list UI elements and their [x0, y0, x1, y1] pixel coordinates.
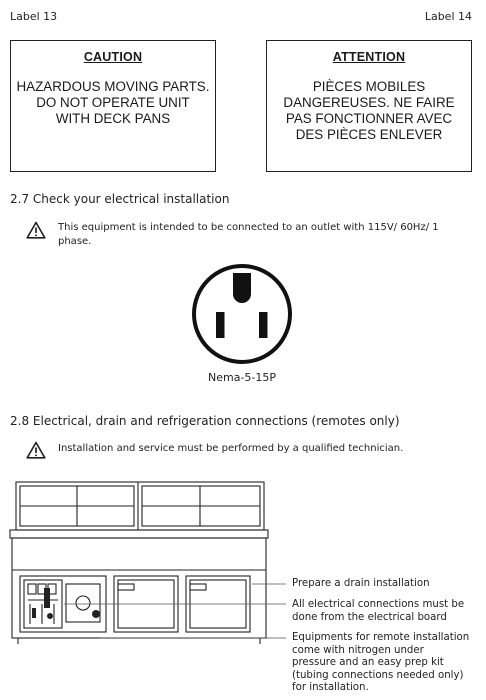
section-2-8-heading: 2.8 Electrical, drain and refrigeration connections (remotes only): [10, 414, 400, 428]
technician-note: Installation and service must be performed by a qualified technician.: [58, 443, 404, 454]
callout-remote-installation: [292, 632, 469, 695]
callout-line: come with nitrogen under: [292, 644, 424, 656]
attention-text: [267, 79, 471, 143]
label-13-tag: Label 13: [10, 10, 58, 23]
warning-triangle-icon: [26, 441, 46, 459]
attention-label-box: [266, 40, 472, 172]
attention-line: DANGEREUSES. NE FAIRE: [283, 95, 455, 110]
callout-electrical: [292, 599, 464, 624]
section-2-7-heading: 2.7 Check your electrical installation: [10, 192, 230, 206]
warning-triangle-icon: [26, 221, 46, 239]
note-line: phase.: [58, 236, 92, 247]
caution-line: DO NOT OPERATE UNIT: [36, 95, 190, 110]
note-line: This equipment is intended to be connected to an outlet with 115V/ 60Hz/ 1: [58, 222, 439, 233]
callout-line: pressure and an easy prep kit: [292, 657, 444, 668]
caution-line: HAZARDOUS MOVING PARTS.: [16, 79, 210, 94]
callout-line: All electrical connections must be: [292, 599, 465, 610]
callout-line: Equipments for remote installation: [292, 632, 470, 643]
attention-title: ATTENTION: [332, 50, 406, 64]
caution-line: WITH DECK PANS: [55, 111, 171, 126]
electrical-requirement-note: [58, 221, 478, 249]
attention-line: DES PIÈCES ENLEVER: [295, 127, 443, 142]
callout-line: done from the electrical board: [292, 611, 447, 623]
caution-text: [11, 79, 215, 127]
callout-drain: Prepare a drain installation: [292, 578, 430, 589]
callout-line: for installation.: [292, 682, 369, 693]
attention-line: PIÈCES MOBILES: [312, 79, 426, 94]
nema-5-15p-plug-icon: [190, 262, 294, 366]
caution-title: CAUTION: [83, 50, 143, 64]
plug-caption: Nema-5-15P: [207, 371, 277, 384]
callout-line: (tubing connections needed only): [292, 669, 464, 681]
label-14-tag: Label 14: [424, 10, 472, 23]
caution-label-box: [10, 40, 216, 172]
attention-line: PAS FONCTIONNER AVEC: [285, 111, 453, 126]
